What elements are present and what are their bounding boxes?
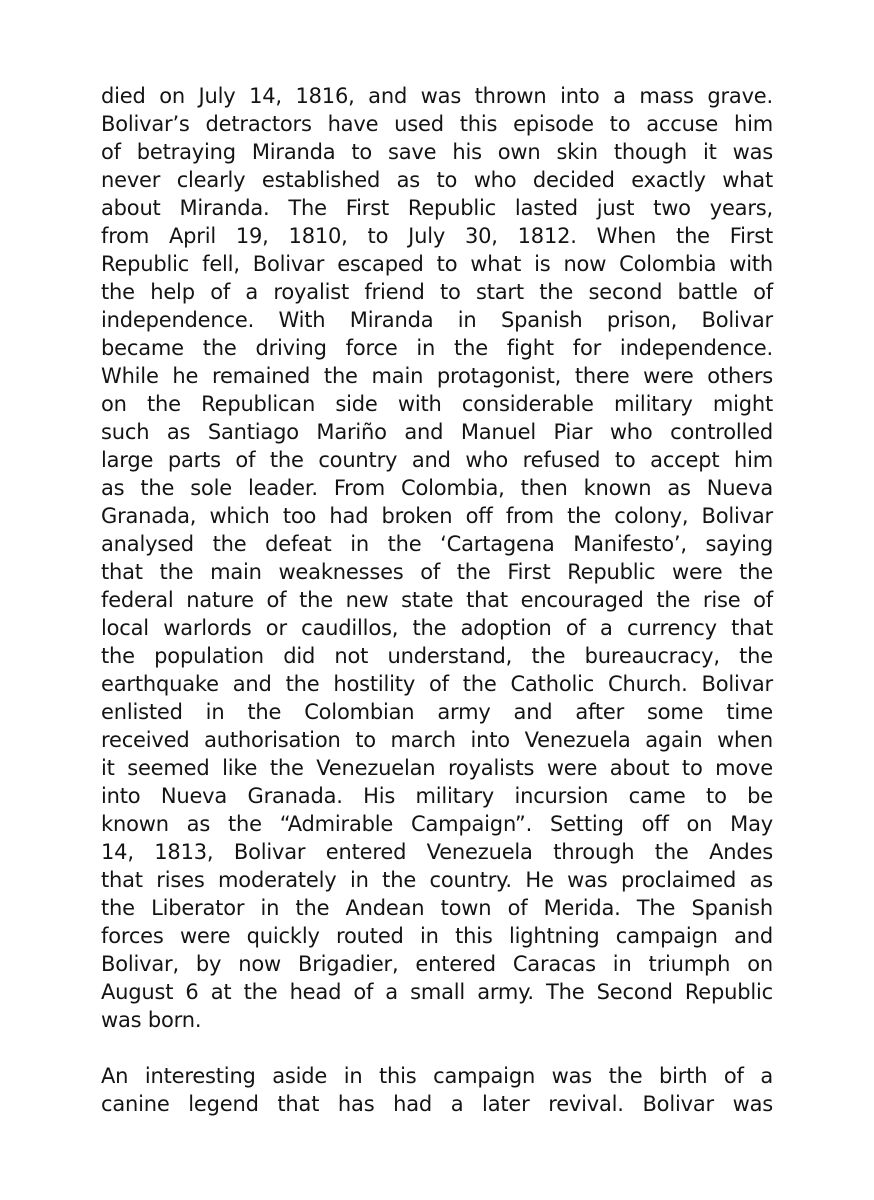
text-line: that rises moderately in the country. He was proclaimed as bbox=[101, 868, 773, 892]
text-line: canine legend that has had a later revival. Bolivar was bbox=[101, 1092, 773, 1116]
text-line: about Miranda. The First Republic lasted just two years, bbox=[101, 196, 773, 220]
text-line: 14, 1813, Bolivar entered Venezuela through the Andes bbox=[101, 840, 773, 864]
text-line: died on July 14, 1816, and was thrown into a mass grave. bbox=[101, 84, 773, 108]
text-line: analysed the defeat in the ‘Cartagena Manifesto’, saying bbox=[101, 532, 773, 556]
text-line: such as Santiago Mariño and Manuel Piar who controlled bbox=[101, 420, 773, 444]
text-line: local warlords or caudillos, the adoption of a currency that bbox=[101, 616, 773, 640]
text-line: became the driving force in the fight for independence. bbox=[101, 336, 773, 360]
text-line: Bolivar’s detractors have used this episode to accuse him bbox=[101, 112, 773, 136]
text-line: the help of a royalist friend to start the second battle of bbox=[101, 280, 773, 304]
text-line: as the sole leader. From Colombia, then known as Nueva bbox=[101, 476, 773, 500]
text-line: large parts of the country and who refused to accept him bbox=[101, 448, 773, 472]
text-line: it seemed like the Venezuelan royalists were about to move bbox=[101, 756, 773, 780]
text-line: the population did not understand, the bureaucracy, the bbox=[101, 644, 773, 668]
text-line: enlisted in the Colombian army and after some time bbox=[101, 700, 773, 724]
text-line: Granada, which too had broken off from the colony, Bolivar bbox=[101, 504, 773, 528]
text-line: on the Republican side with considerable military might bbox=[101, 392, 773, 416]
text-line: independence. With Miranda in Spanish prison, Bolivar bbox=[101, 308, 773, 332]
text-line: the Liberator in the Andean town of Merida. The Spanish bbox=[101, 896, 773, 920]
document-body bbox=[101, 82, 773, 1118]
text-line: August 6 at the head of a small army. The Second Republic bbox=[101, 980, 773, 1004]
text-line: known as the “Admirable Campaign”. Setting off on May bbox=[101, 812, 773, 836]
text-line: never clearly established as to who decided exactly what bbox=[101, 168, 773, 192]
text-line: that the main weaknesses of the First Republic were the bbox=[101, 560, 773, 584]
text-line: An interesting aside in this campaign was the birth of a bbox=[101, 1064, 773, 1088]
text-line: into Nueva Granada. His military incursion came to be bbox=[101, 784, 773, 808]
paragraph bbox=[101, 1062, 773, 1118]
text-line: was born. bbox=[101, 1008, 202, 1032]
text-line: earthquake and the hostility of the Catholic Church. Bolivar bbox=[101, 672, 773, 696]
text-line: forces were quickly routed in this lightning campaign and bbox=[101, 924, 773, 948]
text-line: federal nature of the new state that encouraged the rise of bbox=[101, 588, 773, 612]
text-line: Republic fell, Bolivar escaped to what is now Colombia with bbox=[101, 252, 773, 276]
text-line: from April 19, 1810, to July 30, 1812. When the First bbox=[101, 224, 773, 248]
paragraph bbox=[101, 82, 773, 1034]
text-line: received authorisation to march into Venezuela again when bbox=[101, 728, 773, 752]
text-line: While he remained the main protagonist, there were others bbox=[101, 364, 773, 388]
text-line: of betraying Miranda to save his own skin though it was bbox=[101, 140, 773, 164]
text-line: Bolivar, by now Brigadier, entered Caracas in triumph on bbox=[101, 952, 773, 976]
